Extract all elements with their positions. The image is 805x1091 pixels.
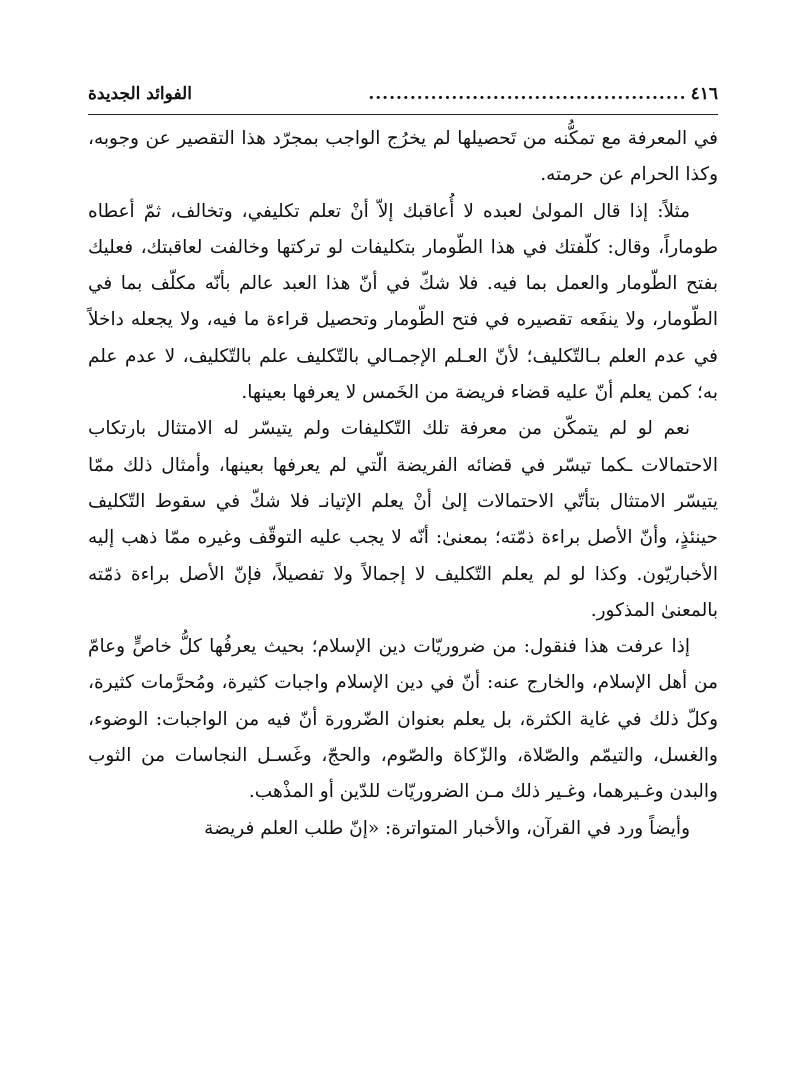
page-number: ٤١٦: [690, 84, 718, 104]
paragraph-3: نعم لو لم يتمكّن من معرفة تلك التّكليفات ولم يتيسّر له الامتثال بارتكاب الاحتمالات ـكما تيسّر في قضائه الفريضة الّتي لم يعرفها بعينها، وأمثال ذلك ممّا يتيسّر الامتثال بتأتّي الاحتمالات إلىٰ أنْ يعلم الإتيانـ فلا شكّ في سقوط التّكليف حينئذٍ، وأنّ الأصل براءة ذمّته؛ بمعنىٰ: أنّه لا يجب عليه التوقّف وغيره ممّا ذهب إليه الأخباريّون. وكذا لو لم يعلم التّكليف لا إجمالاً ولا تفصيلاً، فإنّ الأصل براءة ذمّته بالمعنىٰ المذكور.: [88, 418, 718, 621]
book-title: الفوائد الجديدة: [88, 84, 192, 104]
running-header: [88, 84, 718, 114]
leader-dots: ..............................................: [368, 84, 687, 104]
paragraph-4: إذا عرفت هذا فنقول: من ضروريّات دين الإسلام؛ بحيث يعرفُها كلُّ خاصٍّ وعامّ من أهل الإسلام، والخارج عنه: أنّ في دين الإسلام واجبات كثيرة، ومُحرَّمات كثيرة، وكلّ ذلك في غاية الكثرة، بل يعلم بعنوان الضّرورة أنّ فيه من الواجبات: الوضوء، والغسل، والتيمّم والصّلاة، والزّكاة والصّوم، والحجّ، وغَسـل النجاسات من الثوب والبدن وغـيرهما، وغـير ذلك مـن الضروريّات للدّين أو المذْهب.: [88, 636, 718, 803]
paragraph-5: وأيضاً ورد في القرآن، والأخبار المتواترة: «إنّ طلب العلم فريضة: [204, 817, 690, 839]
header-divider: [88, 114, 718, 115]
book-page: [88, 84, 718, 847]
paragraph-2: مثلاً: إذا قال المولىٰ لعبده لا أُعاقبك إلاّ أنْ تعلم تكليفي، وتخالف، ثمّ أعطاه طوماراً، وقال: كلّفتك في هذا الطّومار بتكليفات لو تركتها وخالفت لعاقبتك، فعليك بفتح الطّومار والعمل بما فيه. فلا شكّ في أنّ هذا العبد عالم بأنّه مكلّف بما في الطّومار، ولا ينفَعه تقصيره في فتح الطّومار وتحصيل قراءة ما فيه، ولا يجعله داخلاً في عدم العلم بـالتّكليف؛ لأنّ العـلم الإجمـالي بالتّكليف علم بالتّكليف، لا عدم علم به؛ كمن يعلم أنّ عليه قضاء فريضة من الخَمس لا يعرفها بعينها.: [88, 200, 718, 404]
paragraph-1: في المعرفة مع تمكُّنه من تَحصيلها لم يخرُج الواجب بمجرّد هذا التقصير عن وجوبه، وكذا الحرام عن حرمته.: [88, 128, 718, 186]
